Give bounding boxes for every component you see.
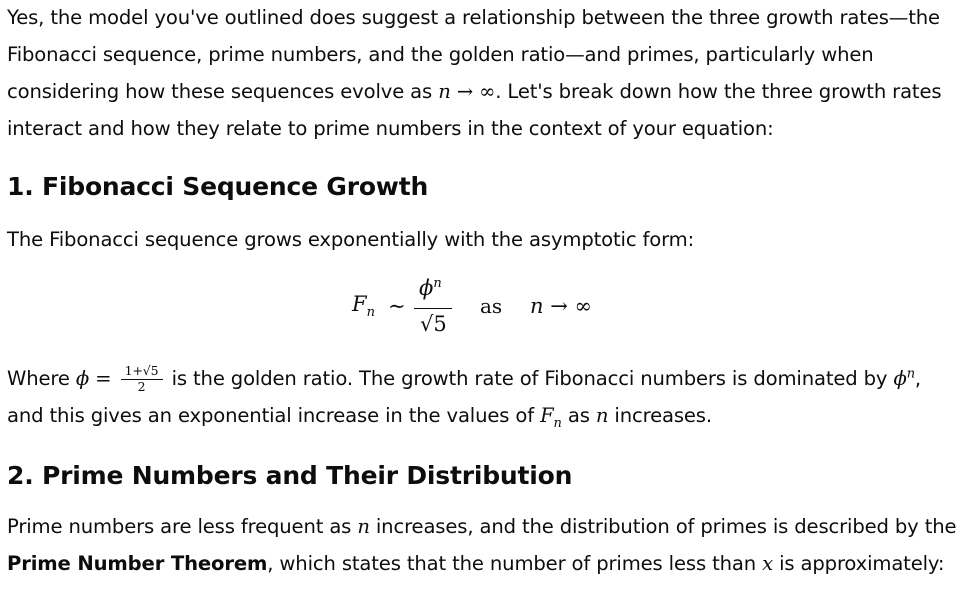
equation-relation: ∼	[388, 294, 406, 318]
golden-ratio-paragraph: Where ϕ = $\frac{1+√5}{2}$ is the golden ratio. The growth rate of Fibonacci numbers is dominated by $\phi^n$, and this gives an exponential increase in the values of $F_n$ as n increases.	[7, 363, 922, 431]
equation-connector: as	[480, 294, 503, 318]
prime-number-theorem-term: Prime Number Theorem	[7, 552, 268, 575]
fraction-bar	[414, 308, 452, 309]
section-heading-primes: 2. Prime Numbers and Their Distribution	[7, 461, 573, 490]
equation-numerator: $\phi^n$	[419, 276, 442, 300]
section-heading-fibonacci: 1. Fibonacci Sequence Growth	[7, 172, 429, 201]
intro-line: considering how these sequences evolve as n → ∞. Let's break down how the three growth rates	[7, 80, 942, 103]
intro-line: interact and how they relate to prime numbers in the context of your equation:	[7, 117, 774, 140]
fibonacci-intro-text: The Fibonacci sequence grows exponentially with the asymptotic form:	[7, 228, 695, 251]
intro-paragraph	[7, 0, 957, 147]
intro-line: Yes, the model you've outlined does suggest a relationship between the three growth rates—the	[7, 6, 940, 29]
golden-ratio-fraction: $\frac{1+√5}{2}$	[118, 361, 166, 398]
equation-denominator: √5	[420, 312, 447, 336]
equation-limit: n → ∞	[530, 294, 592, 318]
intro-line: Fibonacci sequence, prime numbers, and the golden ratio—and primes, particularly when	[7, 43, 874, 66]
fibonacci-asymptotic-equation	[352, 270, 622, 348]
primes-paragraph: Prime numbers are less frequent as n increases, and the distribution of primes is described by the Prime Number Theorem, which states that the number of primes less than x is approximately:	[7, 515, 957, 575]
equation-lhs: $F_n$	[352, 292, 375, 321]
math-n-to-infinity: n → ∞	[438, 80, 496, 103]
